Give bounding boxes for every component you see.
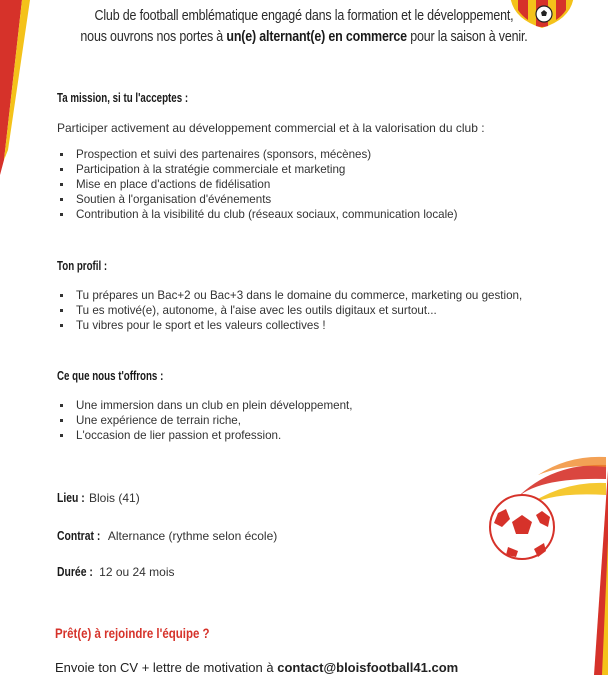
list-item: Tu prépares un Bac+2 ou Bac+3 dans le domaine du commerce, marketing ou gestion, [57,288,522,303]
mission-heading: Ta mission, si tu l'acceptes : [57,91,189,105]
contact-email-link[interactable]: contact@bloisfootball41.com [277,660,459,675]
application-instructions [55,660,458,675]
list-item: Une expérience de terrain riche, [57,413,352,428]
list-item: Contribution à la visibilité du club (réseaux sociaux, communication locale) [57,207,458,222]
left-stripe-decoration [0,0,40,675]
list-item: Une immersion dans un club en plein développement, [57,398,352,413]
list-item: Tu es motivé(e), autonome, à l'aise avec les outils digitaux et surtout... [57,303,522,318]
contract-value: Alternance (rythme selon école) [107,529,278,543]
location-label: Lieu : [57,490,85,505]
list-item: Prospection et suivi des partenaires (sponsors, mécènes) [57,147,458,162]
intro-line-2-post: pour la saison à venir. [406,29,528,45]
right-stripe-decoration [588,0,608,675]
profile-heading: Ton profil : [57,259,108,273]
location-row [57,490,140,505]
list-item: L'occasion de lier passion et profession. [57,428,352,443]
intro-line-2-pre: nous ouvrons nos portes à [80,29,227,45]
application-text: Envoie ton CV + lettre de motivation à [55,660,278,675]
location-value: Blois (41) [89,491,140,505]
list-item: Mise en place d'actions de fidélisation [57,177,458,192]
intro-text [43,6,566,48]
mission-intro: Participer activement au développement commercial et à la valorisation du club : [57,121,485,135]
profile-list [57,288,522,333]
offer-heading: Ce que nous t'offrons : [57,369,164,383]
offer-list [57,398,352,443]
contract-row [57,528,277,543]
cta-title: Prêt(e) à rejoindre l'équipe ? [55,625,210,641]
football-icon [478,455,606,573]
contract-label: Contrat : [57,528,101,543]
duration-row [57,564,175,579]
list-item: Participation à la stratégie commerciale et marketing [57,162,458,177]
intro-line-2 [43,27,566,48]
mission-list [57,147,458,222]
duration-value: 12 ou 24 mois [99,565,175,579]
intro-line-1: Club de football emblématique engagé dans la formation et le développement, [94,8,514,24]
list-item: Soutien à l'organisation d'événements [57,192,458,207]
intro-line-2-highlight: un(e) alternant(e) en commerce [226,29,407,45]
duration-label: Durée : [57,564,93,579]
list-item: Tu vibres pour le sport et les valeurs collectives ! [57,318,522,333]
